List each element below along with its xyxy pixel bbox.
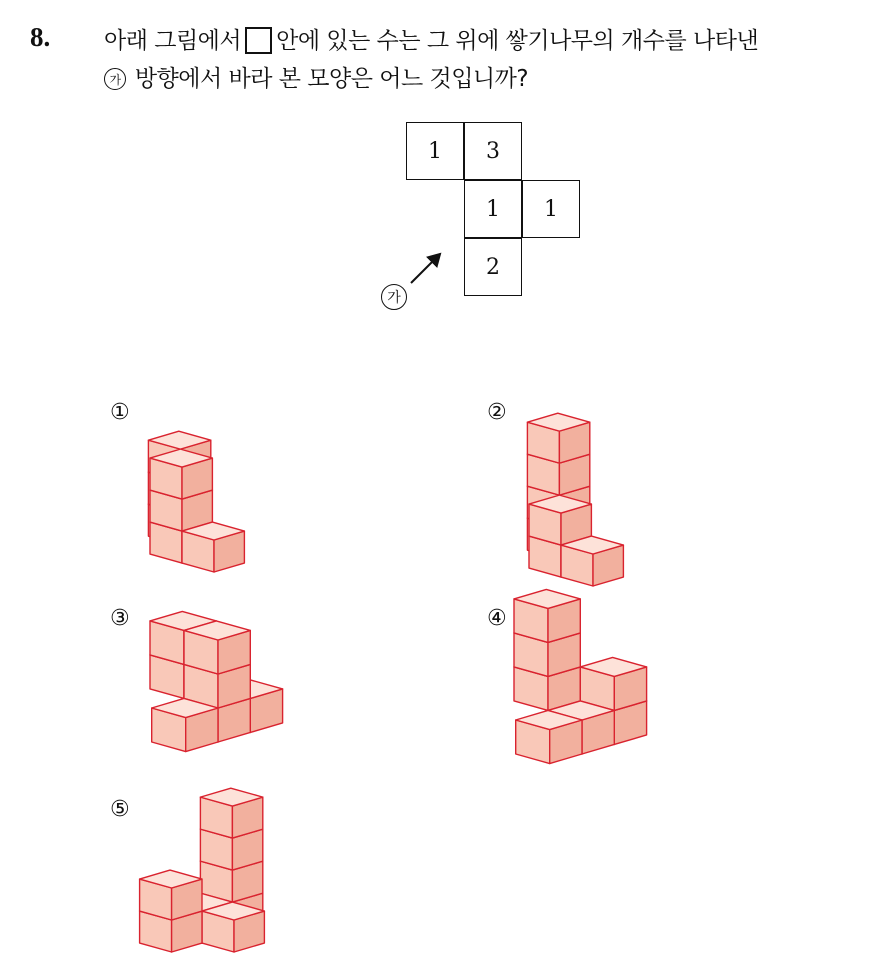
question-number: 8.	[30, 22, 51, 52]
grid-cell: 2	[464, 238, 522, 296]
direction-label: 가	[381, 284, 407, 310]
question-text-after: 안에 있는 수는 그 위에 쌓기나무의 개수를 나타낸	[276, 28, 759, 54]
option-1-label[interactable]: ①	[110, 400, 130, 425]
option-4-label[interactable]: ④	[487, 606, 507, 631]
option-2-label[interactable]: ②	[487, 400, 507, 425]
grid-cell: 1	[464, 180, 522, 238]
grid-cell: 1	[522, 180, 580, 238]
question-text-line2: 방향에서 바라 본 모양은 어느 것입니까?	[134, 66, 529, 92]
option-3-label[interactable]: ③	[110, 606, 130, 631]
option-5-label[interactable]: ⑤	[110, 797, 130, 822]
grid-cell: 3	[464, 122, 522, 180]
question-text-before: 아래 그림에서	[104, 28, 242, 54]
direction-mark: 가	[104, 68, 126, 90]
grid-cell: 1	[406, 122, 464, 180]
